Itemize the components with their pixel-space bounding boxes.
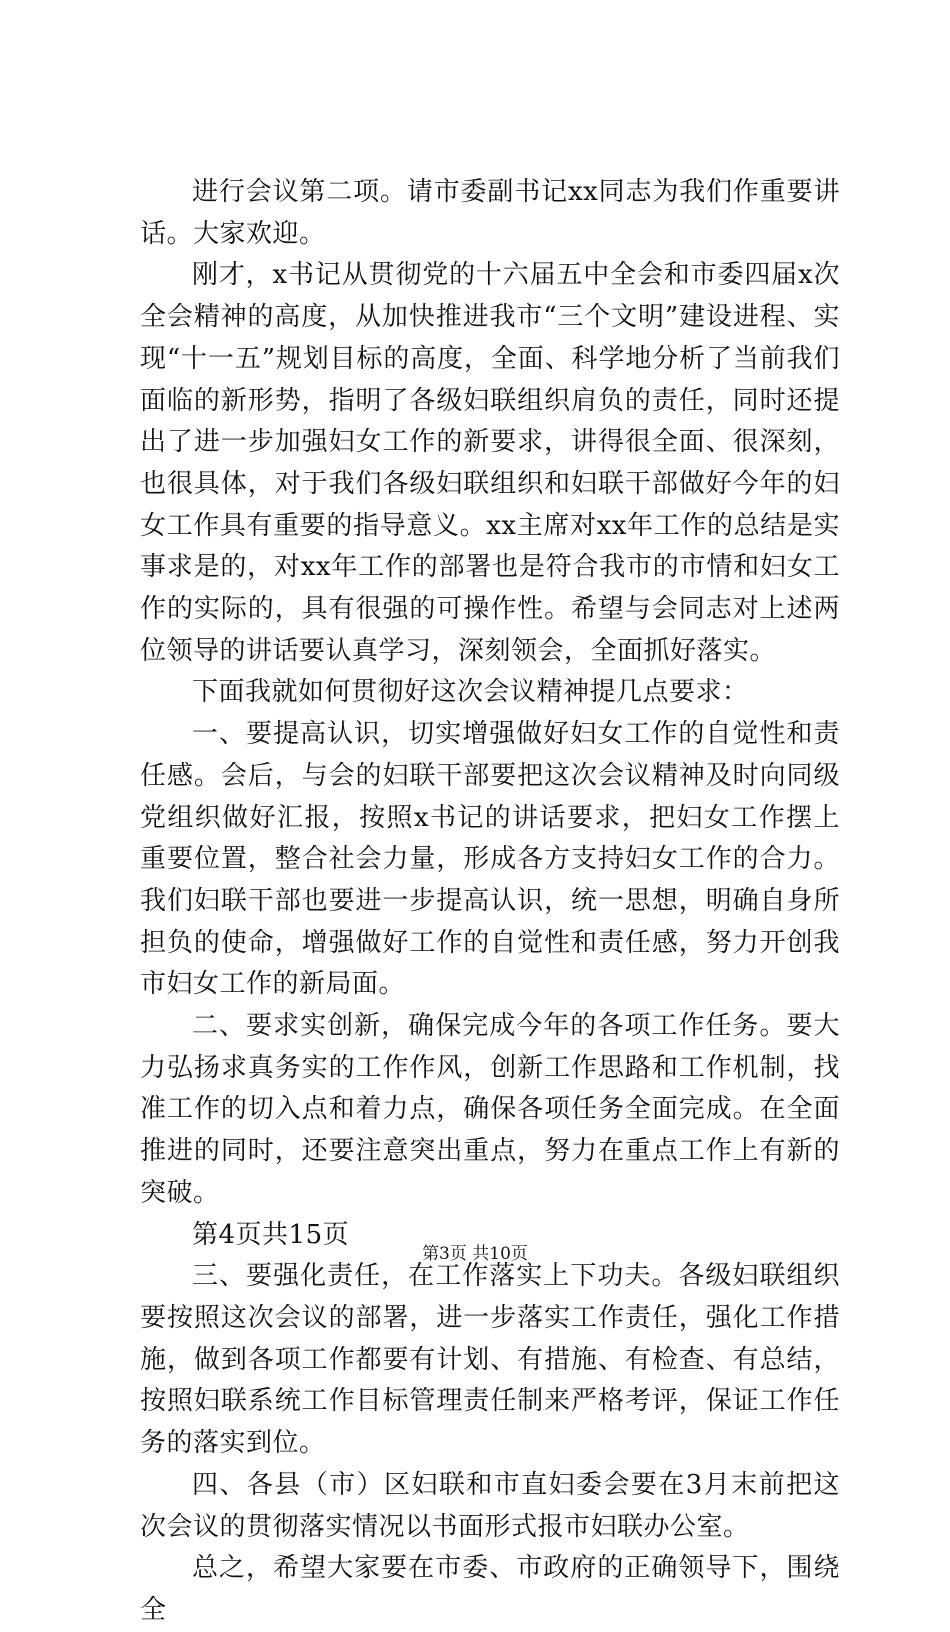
- paragraph-8: 总之，希望大家要在市委、市政府的正确领导下，围绕全: [140, 1553, 840, 1625]
- paragraph-1: 进行会议第二项。请市委副书记xx同志为我们作重要讲话。大家欢迎。: [140, 177, 840, 249]
- paragraph-5: 二、要求实创新，确保完成今年的各项工作任务。要大力弘扬求真务实的工作作风，创新工作思路和工作机制，找准工作的切入点和着力点，确保各项任务全面完成。在全面推进的同时，还要注意突出重点，努力在重点工作上有新的突破。: [140, 1011, 840, 1208]
- paragraph-6: 三、要强化责任，在工作落实上下功夫。各级妇联组织要按照这次会议的部署，进一步落实工作责任，强化工作措施，做到各项工作都要有计划、有措施、有检查、有总结，按照妇联系统工作目标管理责任制来严格考评，保证工作任务的落实到位。: [140, 1261, 840, 1459]
- page-footer: 第3页 共10页: [422, 1244, 528, 1264]
- paragraph-7: 四、各县（市）区妇联和市直妇委会要在3月末前把这次会议的贯彻落实情况以书面形式报市妇联办公室。: [140, 1469, 840, 1542]
- paragraph-2: 刚才，x书记从贯彻党的十六届五中全会和市委四届x次全会精神的高度，从加快推进我市“三个文明”建设进程、实现“十一五”规划目标的高度，全面、科学地分析了当前我们面临的新形势，指明了各级妇联组织肩负的责任，同时还提出了进一步加强妇女工作的新要求，讲得很全面、很深刻，也很具体，对于我们各级妇联组织和妇联干部做好今年的妇女工作具有重要的指导意义。xx主席对xx年工作的总结是实事求是的，对xx年工作的部署也是符合我市的市情和妇女工作的实际的，具有很强的可操作性。希望与会同志对上述两位领导的讲话要认真学习，深刻领会，全面抓好落实。: [140, 260, 840, 666]
- inline-page-number: 第4页共15页: [192, 1219, 350, 1250]
- paragraph-4: 一、要提高认识，切实增强做好妇女工作的自觉性和责任感。会后，与会的妇联干部要把这次会议精神及时向同级党组织做好汇报，按照x书记的讲话要求，把妇女工作摆上重要位置，整合社会力量，形成各方支持妇女工作的合力。我们妇联干部也要进一步提高认识，统一思想，明确自身所担负的使命，增强做好工作的自觉性和责任感，努力开创我市妇女工作的新局面。: [140, 719, 840, 1000]
- document-body: [140, 172, 840, 1632]
- paragraph-3: 下面我就如何贯彻好这次会议精神提几点要求：: [192, 677, 749, 708]
